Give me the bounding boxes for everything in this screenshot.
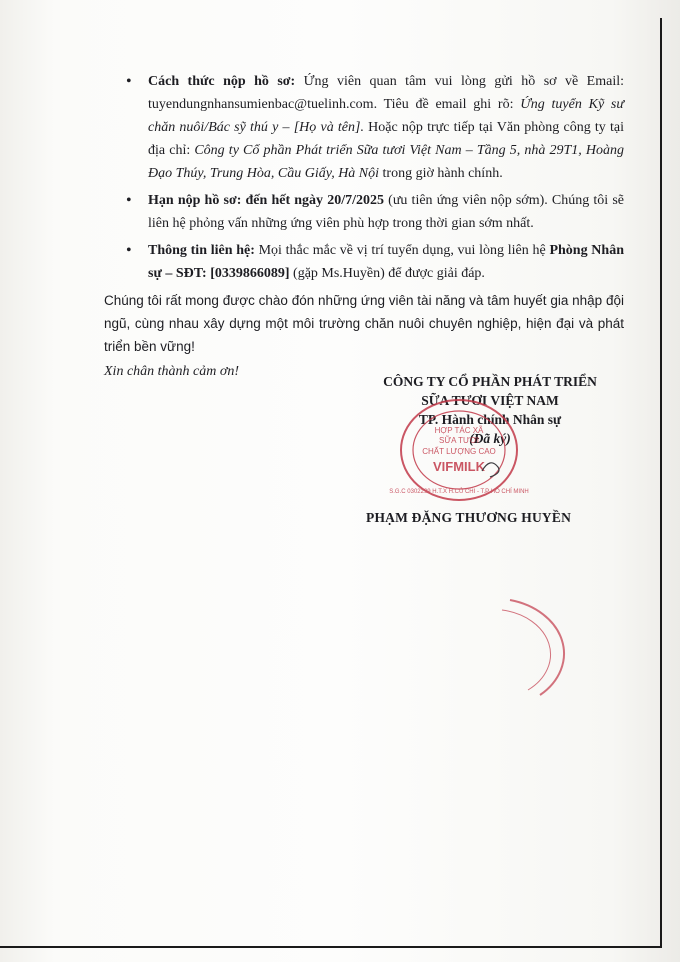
signer-name: PHẠM ĐẶNG THƯƠNG HUYỀN (366, 510, 572, 525)
company-name-line2: SỮA TƯƠI VIỆT NAM (421, 393, 559, 408)
thanks-line: Xin chân thành cảm ơn! (104, 364, 240, 379)
bullet-deadline-date: đến hết ngày 20/7/2025 (241, 193, 384, 208)
signer-role: TP. Hành chính Nhân sự (418, 412, 562, 427)
letter-body (104, 70, 624, 383)
faint-stamp-imprint (500, 595, 560, 705)
bullet-submission (104, 70, 624, 185)
page-edge-right (660, 18, 662, 948)
bullet-text: trong giờ hành chính. (379, 166, 503, 181)
page-edge-bottom (0, 946, 662, 948)
bullet-text: Mọi thắc mắc về vị trí tuyển dụng, vui lòng liên hệ (254, 243, 550, 258)
bullet-italic: Ứng tuyển Kỹ sư chăn nuôi/Bác sỹ thú y – [Họ và tên]. (148, 97, 624, 135)
stamp-line2: SỮA TƯƠI (439, 436, 479, 445)
bullet-text: (gặp Ms.Huyền) để được giải đáp. (289, 266, 485, 281)
bullet-contact (104, 239, 624, 285)
bullet-text: (ưu tiên ứng viên nộp sớm). Chúng tôi sẽ liên hệ phỏng vấn những ứng viên phù hợp trong thời gian sớm nhất. (148, 193, 624, 231)
signed-note: (Đã ký) (469, 431, 511, 446)
company-name-line1: CÔNG TY CỔ PHẦN PHÁT TRIỂN (383, 374, 597, 389)
stamp-brand: VIFMILK (433, 459, 485, 474)
stamp-line3: CHẤT LƯỢNG CAO (422, 447, 496, 456)
bullet-label: Thông tin liên hệ: (148, 243, 255, 258)
stamp-line1: HỢP TÁC XÃ (434, 426, 484, 435)
closing-paragraph: Chúng tôi rất mong được chào đón những ứng viên tài năng và tâm huyết gia nhập đội ngũ, cùng nhau xây dựng một môi trường chăn nuôi chuyên nghiệp, hiện đại và phát triển bền vững! (104, 293, 624, 354)
bullet-text: Hoặc nộp trực tiếp tại Văn phòng công ty tại địa chỉ: (148, 120, 624, 158)
bullet-text: Ứng viên quan tâm vui lòng gửi hồ sơ về Email: tuyendungnhansumienbac@tuelinh.com. Tiêu đề email ghi rõ: (148, 74, 624, 112)
bullet-deadline (104, 189, 624, 235)
bullet-label: Cách thức nộp hồ sơ: (148, 74, 296, 89)
bullet-contact-phone: Phòng Nhân sự – SĐT: [0339866089] (148, 243, 624, 281)
company-stamp (389, 397, 529, 503)
bullet-list (104, 70, 624, 285)
bullet-address: Công ty Cổ phần Phát triển Sữa tươi Việt Nam – Tầng 5, nhà 29T1, Hoàng Đạo Thúy, Trung Hòa, Cầu Giấy, Hà Nội (148, 143, 624, 181)
bullet-label: Hạn nộp hồ sơ: (148, 193, 242, 208)
stamp-ring-text: S.G.C 0302299 H.T.X H.CỦ CHI - T.P HỒ CHÍ MINH (389, 489, 529, 495)
